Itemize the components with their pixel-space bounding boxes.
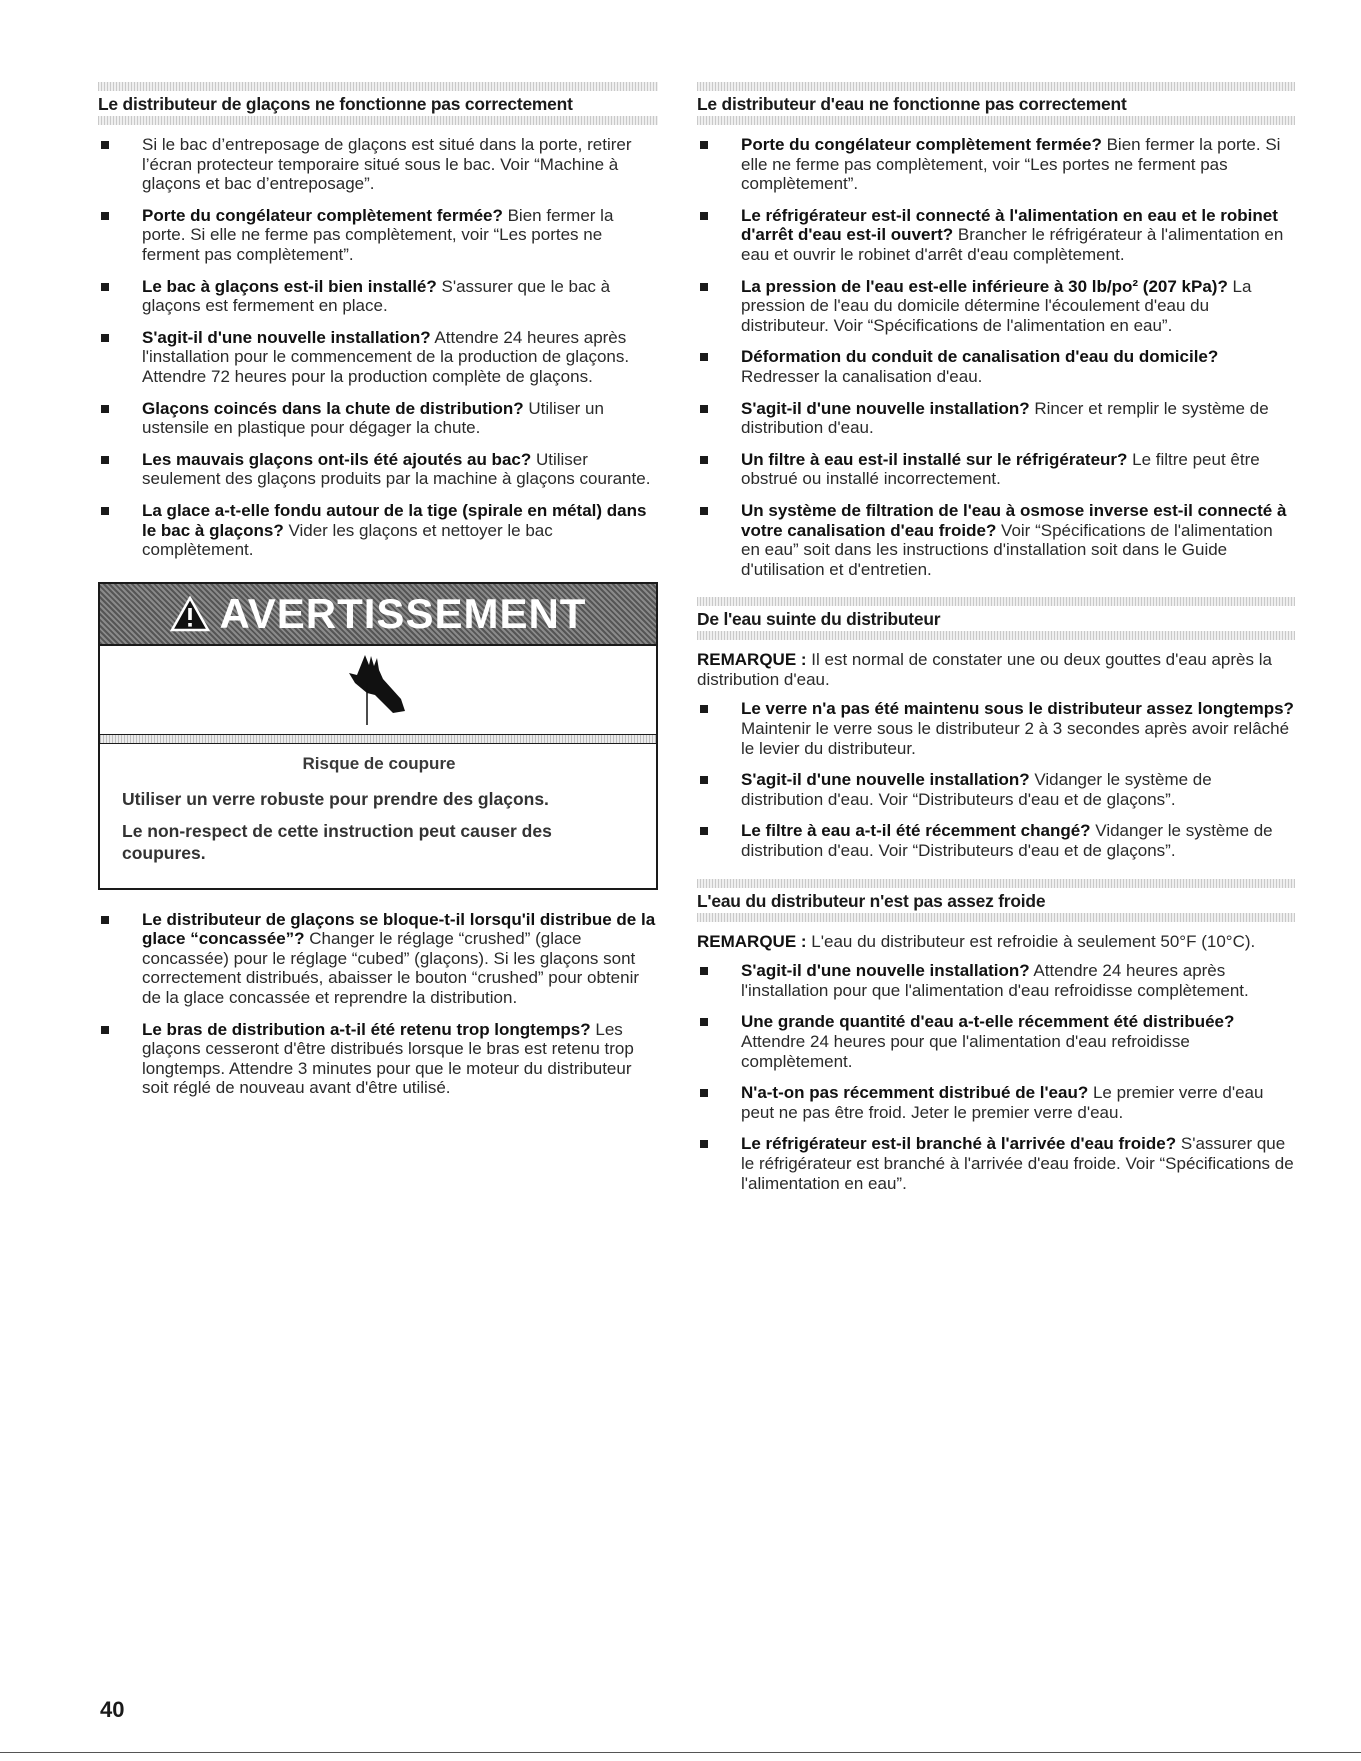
- item-answer: La pression de l'eau du domicile détermine l'écoulement d'eau du distributeur. Voir “Spécifications de l'alimentation en eau”.: [741, 276, 1252, 335]
- header-band-top: [697, 82, 1295, 91]
- item-answer: Le filtre peut être obstrué ou installé incorrectement.: [741, 449, 1260, 489]
- warning-separator: [100, 734, 656, 744]
- section-heading: Le distributeur de glaçons ne fonctionne pas correctement: [98, 94, 573, 114]
- bullet-list: [98, 910, 658, 1098]
- item-answer: Redresser la canalisation d'eau.: [741, 366, 983, 386]
- item-answer: S'assurer que le réfrigérateur est branché à l'arrivée d'eau froide. Voir “Spécifications de l'alimentation en eau”.: [741, 1134, 1294, 1193]
- troubleshoot-section: [697, 82, 1295, 579]
- list-item: [697, 1012, 1295, 1071]
- troubleshoot-section: [697, 597, 1295, 860]
- hand-cut-hazard-icon: [343, 653, 413, 727]
- list-item: [98, 399, 658, 438]
- section-heading: Le distributeur d'eau ne fonctionne pas correctement: [697, 94, 1127, 114]
- bullet-icon: [700, 283, 708, 291]
- item-answer: Le premier verre d'eau peut ne pas être froid. Jeter le premier verre d'eau.: [741, 1083, 1264, 1122]
- item-question: Le bac à glaçons est-il bien installé?: [142, 276, 437, 296]
- section-note: [697, 650, 1295, 689]
- troubleshoot-section: [697, 879, 1295, 1194]
- bullet-icon: [700, 405, 708, 413]
- bullet-icon: [700, 1018, 708, 1026]
- item-question: S'agit-il d'une nouvelle installation?: [741, 398, 1030, 418]
- note-label: REMARQUE :: [697, 931, 807, 951]
- header-band-bottom: [98, 116, 658, 125]
- section-header: [697, 597, 1295, 640]
- list-item: [697, 699, 1295, 758]
- item-question: Un filtre à eau est-il installé sur le réfrigérateur?: [741, 449, 1128, 469]
- section-header: [697, 82, 1295, 125]
- bullet-icon: [700, 827, 708, 835]
- header-band-top: [697, 597, 1295, 606]
- item-question: Un système de filtration de l'eau à osmose inverse est-il connecté à votre canalisation d'eau froide?: [741, 500, 1287, 540]
- header-band-bottom: [697, 116, 1295, 125]
- section-header: [697, 879, 1295, 922]
- item-question: Le filtre à eau a-t-il été récemment changé?: [741, 821, 1091, 841]
- list-item: [697, 961, 1295, 1000]
- warning-box: [98, 582, 658, 890]
- warning-risk: Risque de coupure: [302, 753, 456, 773]
- bullet-icon: [700, 456, 708, 464]
- item-question: Déformation du conduit de canalisation d'eau du domicile?: [741, 347, 1219, 367]
- item-question: Porte du congélateur complètement fermée?: [741, 135, 1102, 154]
- item-answer: Utiliser un ustensile en plastique pour dégager la chute.: [142, 398, 604, 438]
- bullet-icon: [700, 353, 708, 361]
- list-item: [98, 277, 658, 316]
- item-answer: S'assurer que le bac à glaçons est fermement en place.: [142, 276, 611, 316]
- bullet-icon: [700, 212, 708, 220]
- item-answer: Attendre 24 heures pour que l'alimentation d'eau refroidisse complètement.: [741, 1032, 1190, 1071]
- list-item: [98, 328, 658, 387]
- bullet-icon: [101, 283, 109, 291]
- item-question: La pression de l'eau est-elle inférieure à 30 lb/po² (207 kPa)?: [741, 276, 1228, 296]
- bullet-icon: [101, 916, 109, 924]
- item-answer: Si le bac d’entreposage de glaçons est situé dans la porte, retirer l’écran protecteur temporaire situé sous le bac. Voir “Machine à glaçons et bac d’entreposage”.: [142, 135, 632, 194]
- item-question: Porte du congélateur complètement fermée?: [142, 205, 503, 225]
- list-item: [697, 821, 1295, 860]
- bullet-icon: [700, 507, 708, 515]
- list-item: [98, 206, 658, 265]
- list-item: [98, 501, 658, 560]
- item-question: La glace a-t-elle fondu autour de la tige (spirale en métal) dans le bac à glaçons?: [142, 500, 647, 540]
- warning-icon-area: [100, 646, 656, 734]
- bullet-icon: [700, 1140, 708, 1148]
- item-answer: Vidanger le système de distribution d'eau. Voir “Distributeurs d'eau et de glaçons”.: [741, 770, 1212, 809]
- note-text: Il est normal de constater une ou deux gouttes d'eau après la distribution d'eau.: [697, 650, 1272, 689]
- list-item: [697, 347, 1295, 386]
- list-item: [98, 910, 658, 1008]
- item-answer: Brancher le réfrigérateur à l'alimentation en eau et ouvrir le robinet d'arrêt d'eau complètement.: [741, 225, 1284, 264]
- right-column: [697, 82, 1295, 1205]
- bullet-icon: [700, 776, 708, 784]
- header-band-bottom: [697, 631, 1295, 640]
- item-answer: Bien fermer la porte. Si elle ne ferme pas complètement, voir “Les portes ne ferment pas complètement”.: [142, 205, 614, 264]
- list-item: [697, 1134, 1295, 1193]
- item-answer: Rincer et remplir le système de distribution d'eau.: [741, 398, 1269, 438]
- bullet-list: [697, 961, 1295, 1193]
- warning-title: AVERTISSEMENT: [219, 589, 587, 637]
- warning-banner: [100, 584, 656, 646]
- footer-rule: [0, 1752, 1361, 1753]
- item-answer: Bien fermer la porte. Si elle ne ferme pas complètement, voir “Les portes ne ferment pas complètement”.: [741, 135, 1281, 194]
- list-item: [697, 501, 1295, 579]
- item-answer: Vider les glaçons et nettoyer le bac complètement.: [142, 520, 553, 560]
- bullet-icon: [700, 1089, 708, 1097]
- item-answer: Maintenir le verre sous le distributeur 2 à 3 secondes après avoir relâché le levier du distributeur.: [741, 719, 1290, 758]
- item-answer: Vidanger le système de distribution d'eau. Voir “Distributeurs d'eau et de glaçons”.: [741, 821, 1273, 861]
- item-question: S'agit-il d'une nouvelle installation?: [741, 770, 1030, 790]
- list-item: [697, 1083, 1295, 1122]
- item-question: Le verre n'a pas été maintenu sous le distributeur assez longtemps?: [741, 699, 1294, 719]
- warning-instruction: Utiliser un verre robuste pour prendre des glaçons.: [122, 788, 549, 809]
- bullet-list: [697, 135, 1295, 579]
- list-item: [98, 1020, 658, 1098]
- item-question: Le distributeur de glaçons se bloque-t-il lorsqu'il distribue de la glace “concassée”?: [142, 909, 656, 949]
- bullet-icon: [101, 141, 109, 149]
- item-answer: Utiliser seulement des glaçons produits par la machine à glaçons courante.: [142, 449, 651, 489]
- bullet-icon: [700, 967, 708, 975]
- section-heading: L'eau du distributeur n'est pas assez froide: [697, 890, 1046, 911]
- header-band-top: [98, 82, 658, 91]
- item-answer: Attendre 24 heures après l'installation pour que l'alimentation d'eau refroidisse complètement.: [741, 961, 1249, 1000]
- list-item: [697, 206, 1295, 265]
- item-question: S'agit-il d'une nouvelle installation?: [142, 327, 431, 347]
- warning-triangle-icon: [170, 596, 210, 632]
- header-band-top: [697, 879, 1295, 888]
- item-answer: Changer le réglage “crushed” (glace concassée) pour le réglage “cubed” (glaçons). Si les glaçons sont correctement distribués, abaisser le bouton “crushed” pour obtenir de la glace concassée et reprendre la distribution.: [142, 929, 640, 1008]
- item-answer: Les glaçons cesseront d'être distribués lorsque le bras est retenu trop longtemps. Attendre 3 minutes pour que le moteur du distributeur soit réglé de nouveau avant d'être utilisé.: [142, 1019, 634, 1098]
- warning-text: [100, 744, 656, 888]
- note-text: L'eau du distributeur est refroidie à seulement 50°F (10°C).: [806, 931, 1256, 951]
- item-answer: Attendre 24 heures après l'installation pour le commencement de la production de glaçons. Attendre 72 heures pour la production complète de glaçons.: [142, 327, 630, 386]
- list-item: [697, 399, 1295, 438]
- item-question: Le réfrigérateur est-il branché à l'arrivée d'eau froide?: [741, 1134, 1177, 1154]
- item-question: Glaçons coincés dans la chute de distribution?: [142, 398, 524, 418]
- list-item: [98, 135, 658, 194]
- page-number: 40: [100, 1697, 125, 1722]
- bullet-icon: [101, 405, 109, 413]
- item-question: N'a-t-on pas récemment distribué de l'eau?: [741, 1083, 1089, 1103]
- list-item: [697, 450, 1295, 489]
- section-note: [697, 932, 1295, 952]
- item-question: S'agit-il d'une nouvelle installation?: [741, 961, 1030, 981]
- bullet-list: [697, 699, 1295, 860]
- section-heading: De l'eau suinte du distributeur: [697, 609, 941, 630]
- bullet-icon: [700, 705, 708, 713]
- bullet-icon: [101, 456, 109, 464]
- list-item: [98, 450, 658, 489]
- list-item: [697, 770, 1295, 809]
- bullet-list: [98, 135, 658, 560]
- item-question: Les mauvais glaçons ont-ils été ajoutés au bac?: [142, 449, 532, 469]
- left-column: [98, 82, 658, 1110]
- header-band-bottom: [697, 913, 1295, 922]
- section-header: [98, 82, 658, 125]
- warning-consequence: Le non-respect de cette instruction peut causer des coupures.: [122, 820, 552, 863]
- bullet-icon: [101, 507, 109, 515]
- bullet-icon: [101, 1026, 109, 1034]
- list-item: [697, 135, 1295, 194]
- item-answer: Voir “Spécifications de l'alimentation en eau” soit dans les instructions d'installation soit dans le Guide d'utilisation et d'entretien.: [741, 520, 1273, 579]
- bullet-icon: [700, 141, 708, 149]
- bullet-icon: [101, 334, 109, 342]
- bullet-icon: [101, 212, 109, 220]
- item-question: Le réfrigérateur est-il connecté à l'alimentation en eau et le robinet d'arrêt d'eau est-il ouvert?: [741, 205, 1278, 245]
- note-label: REMARQUE :: [697, 650, 807, 670]
- item-question: Le bras de distribution a-t-il été retenu trop longtemps?: [142, 1019, 591, 1039]
- list-item: [697, 277, 1295, 336]
- item-question: Une grande quantité d'eau a-t-elle récemment été distribuée?: [741, 1012, 1235, 1032]
